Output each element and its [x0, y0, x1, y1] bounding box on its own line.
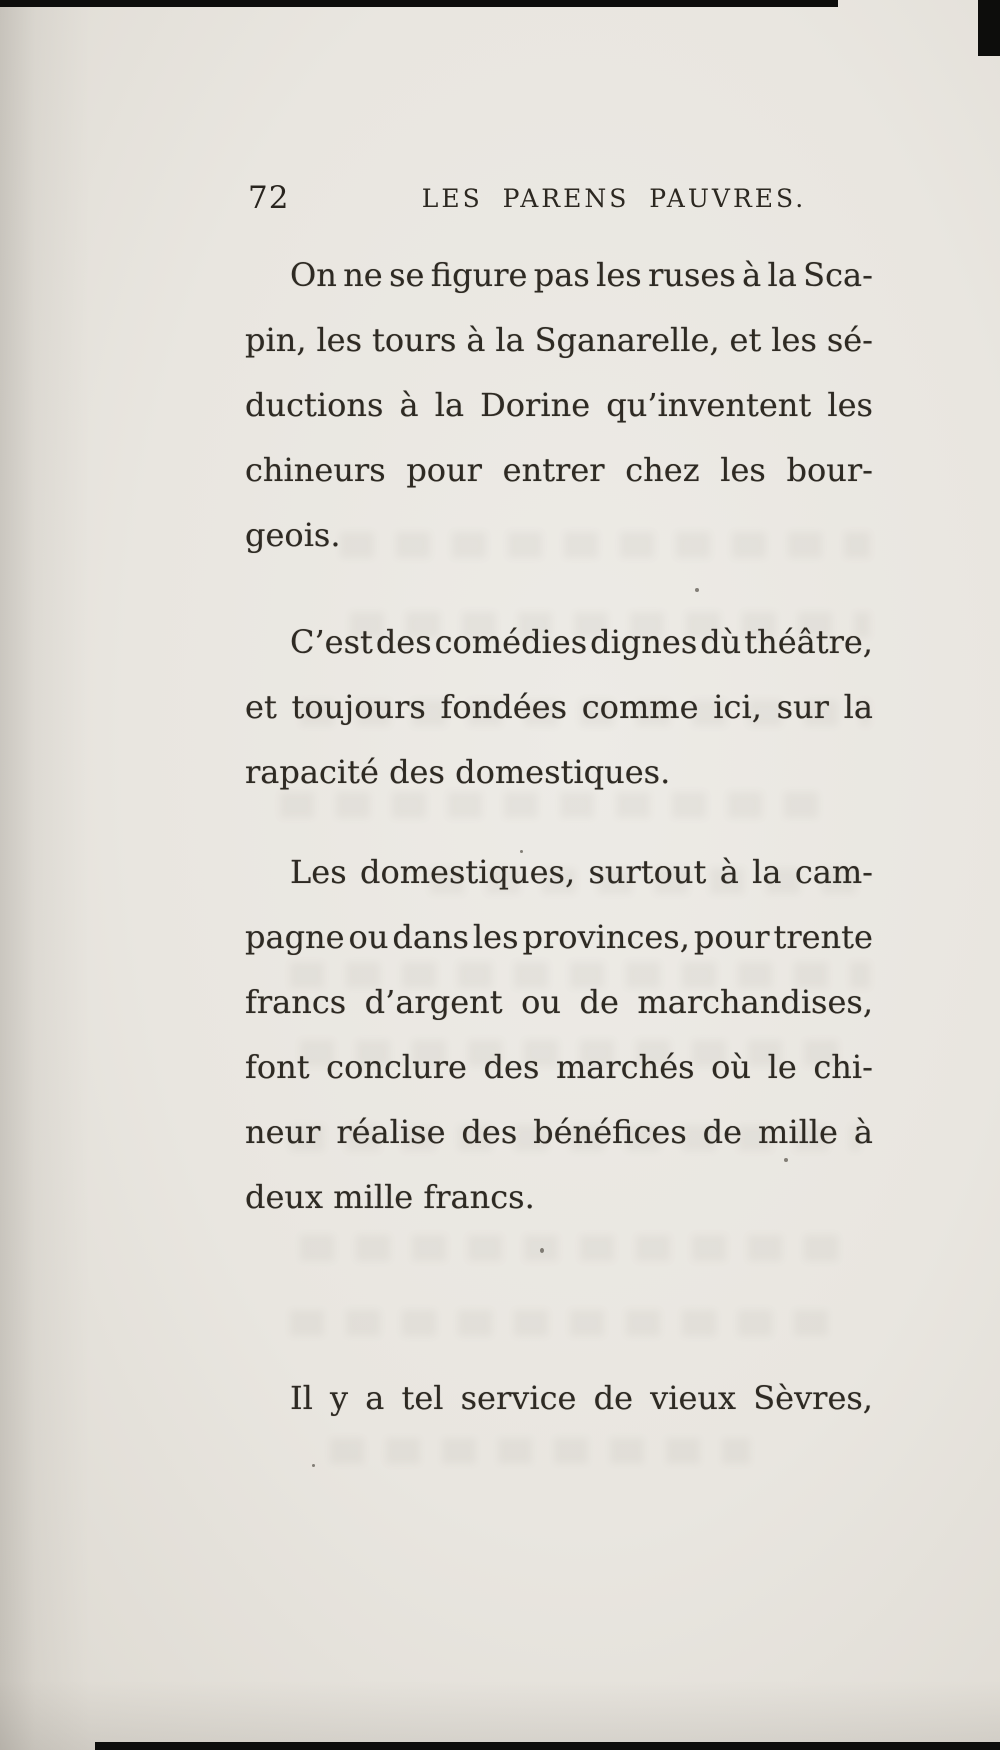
text-line	[245, 905, 873, 970]
word: neur	[245, 1113, 321, 1151]
word: qu’inventent	[606, 386, 812, 424]
paragraph	[245, 243, 873, 568]
word: a	[365, 1379, 385, 1417]
page-bleedthrough	[330, 1438, 750, 1464]
text-line	[245, 373, 873, 438]
word: Il	[290, 1379, 313, 1417]
word: service	[460, 1379, 577, 1417]
word: cam-	[794, 853, 873, 891]
word: des	[375, 623, 432, 661]
page-bottom-shadow	[0, 1680, 1000, 1750]
text-line	[245, 970, 873, 1035]
word: des	[483, 1048, 540, 1086]
word: sé-	[826, 321, 873, 359]
word: les	[720, 451, 766, 489]
word: pour	[693, 918, 770, 956]
word: pin,	[245, 321, 307, 359]
text-line	[245, 243, 873, 308]
ink-speck	[540, 1248, 544, 1253]
word: ou	[521, 983, 561, 1021]
word: bénéfices	[533, 1113, 687, 1151]
word: pagne	[245, 918, 345, 956]
word: comme	[581, 688, 699, 726]
word: trente	[773, 918, 873, 956]
word: à	[399, 386, 419, 424]
page-number: 72	[248, 180, 290, 216]
word: de	[579, 983, 619, 1021]
word: dù	[700, 623, 742, 661]
text-line	[245, 840, 873, 905]
word: font	[245, 1048, 310, 1086]
word: les	[472, 918, 519, 956]
word: On	[290, 256, 337, 294]
text-line: geois.	[245, 516, 341, 554]
word: à	[719, 853, 739, 891]
word: la	[767, 256, 797, 294]
text-line: rapacité des domestiques.	[245, 753, 671, 791]
word: mille	[757, 1113, 838, 1151]
word: chi-	[813, 1048, 873, 1086]
page-gutter-shadow	[0, 0, 90, 1750]
text-line	[245, 1100, 873, 1165]
word: conclure	[326, 1048, 467, 1086]
word: vieux	[650, 1379, 737, 1417]
word: tours	[371, 321, 457, 359]
page-bleedthrough	[290, 1310, 830, 1336]
page-bleedthrough	[300, 1235, 860, 1261]
word: à	[853, 1113, 873, 1151]
word: à	[742, 256, 762, 294]
word: pas	[533, 256, 590, 294]
word: marchés	[555, 1048, 695, 1086]
word: fondées	[440, 688, 568, 726]
word: chineurs	[245, 451, 386, 489]
word: de	[702, 1113, 743, 1151]
word: la	[434, 386, 465, 424]
word: Dorine	[480, 386, 591, 424]
word: domestiques,	[359, 853, 576, 891]
text-line	[245, 438, 873, 503]
word: et	[729, 321, 762, 359]
paragraph	[245, 610, 873, 805]
word: C’est	[290, 623, 373, 661]
word: les	[316, 321, 363, 359]
word: provinces,	[522, 918, 690, 956]
word: entrer	[502, 451, 605, 489]
ink-speck	[695, 588, 699, 592]
ink-speck	[312, 1464, 315, 1467]
text-line	[245, 1035, 873, 1100]
running-title: LES PARENS PAUVRES.	[421, 184, 807, 213]
word: ou	[348, 918, 389, 956]
word: comédies	[434, 623, 588, 661]
word: Sèvres,	[753, 1379, 873, 1417]
text-line	[245, 675, 873, 740]
word: la	[495, 321, 525, 359]
word: ruses	[648, 256, 736, 294]
word: pour	[406, 451, 482, 489]
word: de	[593, 1379, 634, 1417]
word: y	[330, 1379, 349, 1417]
word: sur	[776, 688, 829, 726]
scan-edge-top	[0, 0, 838, 7]
word: des	[461, 1113, 518, 1151]
word: les	[596, 256, 642, 294]
paragraph	[245, 1366, 873, 1431]
word: et	[245, 688, 277, 726]
word: dans	[392, 918, 469, 956]
word: théâtre,	[744, 623, 873, 661]
scan-edge-bottom	[95, 1742, 1000, 1750]
text-line: deux mille francs.	[245, 1178, 535, 1216]
word: toujours	[291, 688, 426, 726]
word: figure	[430, 256, 528, 294]
paragraph	[245, 840, 873, 1230]
text-line	[245, 308, 873, 373]
word: tel	[401, 1379, 444, 1417]
word: Les	[290, 853, 347, 891]
word: réalise	[336, 1113, 446, 1151]
word: bour-	[786, 451, 873, 489]
word: dignes	[590, 623, 698, 661]
word: Sca-	[803, 256, 873, 294]
word: chez	[625, 451, 700, 489]
word: la	[843, 688, 873, 726]
word: les	[827, 386, 873, 424]
word: ductions	[245, 386, 384, 424]
text-line	[245, 1366, 873, 1431]
word: marchandises,	[637, 983, 873, 1021]
word: surtout	[588, 853, 707, 891]
word: se	[389, 256, 425, 294]
word: à	[466, 321, 486, 359]
word: le	[767, 1048, 797, 1086]
page-header	[245, 180, 873, 220]
word: la	[752, 853, 782, 891]
word: où	[711, 1048, 752, 1086]
word: francs	[245, 983, 347, 1021]
word: ne	[343, 256, 383, 294]
scan-edge-top-right	[978, 0, 1000, 56]
word: les	[771, 321, 817, 359]
word: Sganarelle,	[534, 321, 720, 359]
text-line	[245, 610, 873, 675]
word: d’argent	[364, 983, 503, 1021]
word: ici,	[713, 688, 762, 726]
